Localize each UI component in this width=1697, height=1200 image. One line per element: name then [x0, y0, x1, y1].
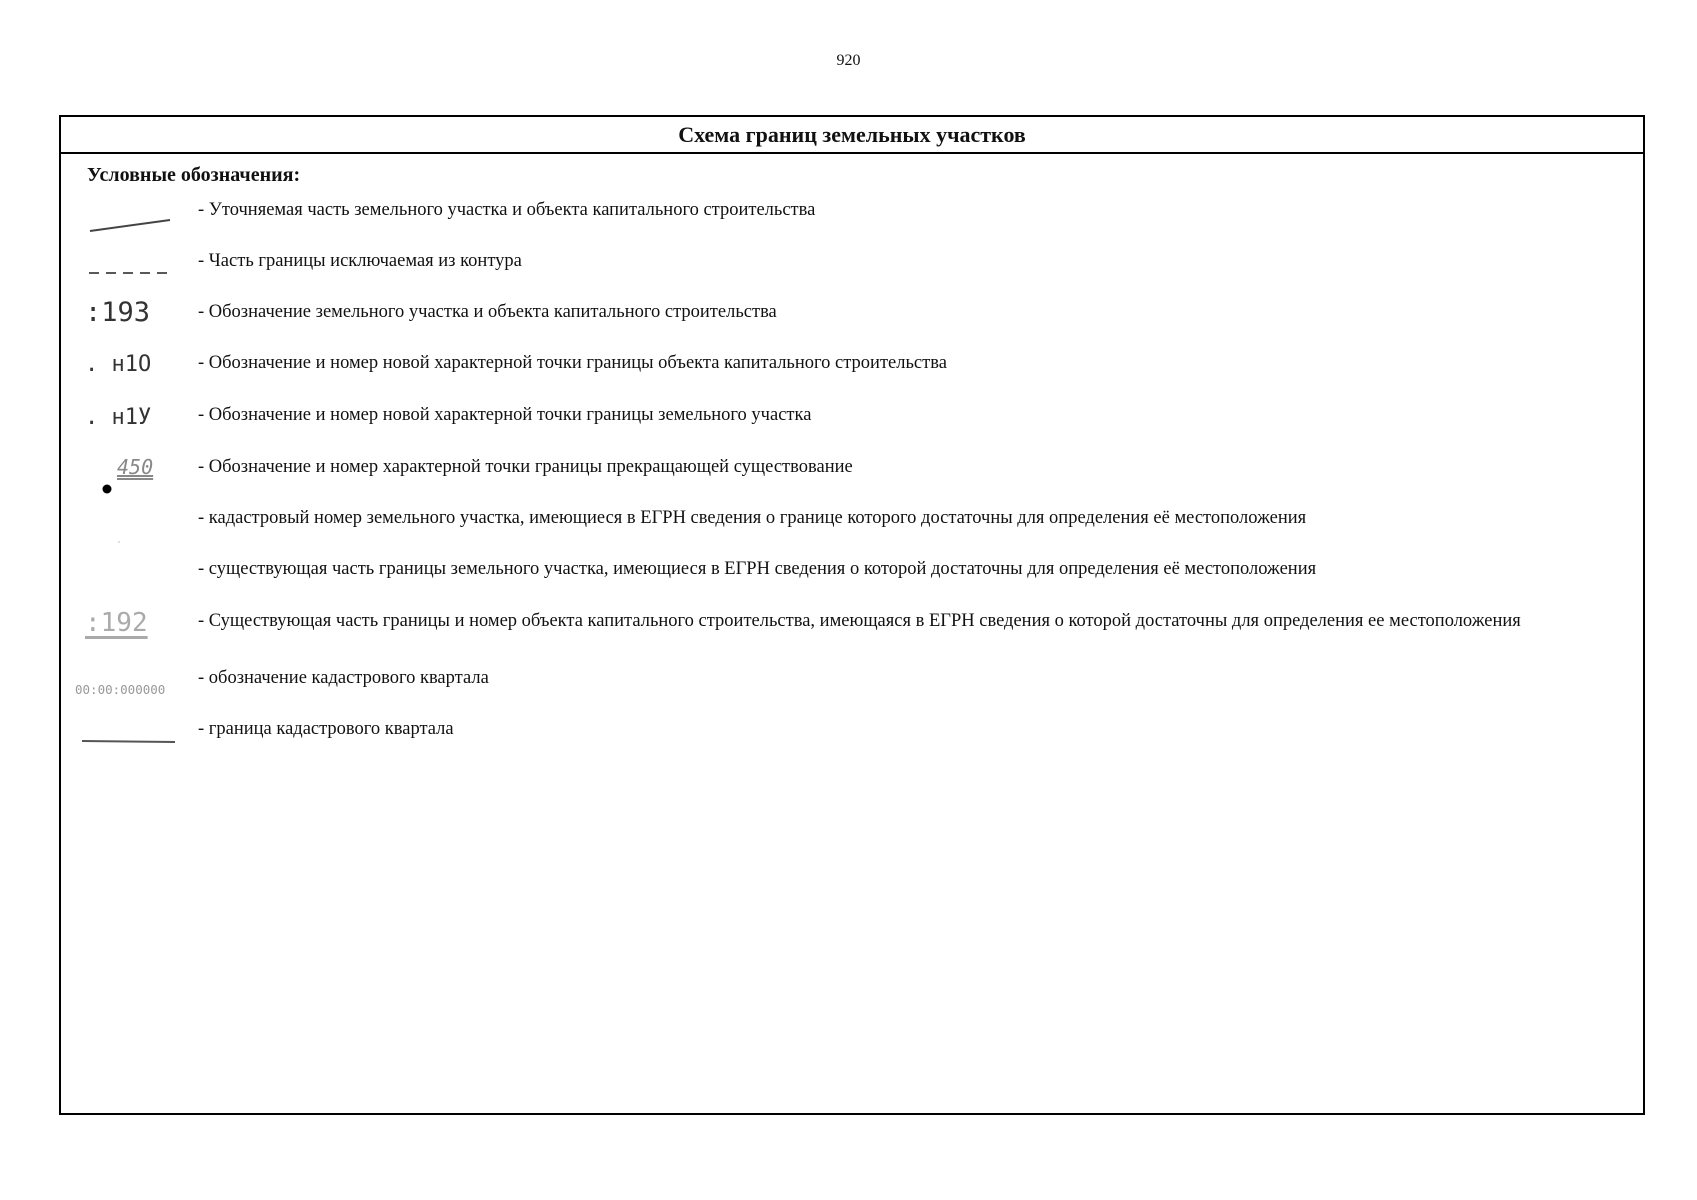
legend-text: - Часть границы исключаемая из контура [198, 251, 522, 271]
legend-text: - Обозначение и номер новой характерной точки границы объекта капитального строительства [198, 353, 947, 373]
legend-heading: Условные обозначения: [87, 164, 301, 186]
legend-text: - обозначение кадастрового квартала [198, 668, 489, 688]
scheme-title: Схема границ земельных участков [61, 117, 1643, 154]
legend-text: - Существующая часть границы и номер объекта капитального строительства, имеющаяся в ЕГРН сведения о которой достаточны для определения ее местоположения [198, 611, 1521, 631]
legend-text: - Обозначение земельного участка и объекта капитального строительства [198, 302, 777, 322]
legend-text: - Уточняемая часть земельного участка и объекта капитального строительства [198, 200, 816, 220]
new-point-oks-symbol: . н1О [85, 352, 152, 377]
legend-text: - существующая часть границы земельного участка, имеющиеся в ЕГРН сведения о которой достаточны для определения её местоположения [198, 559, 1317, 579]
legend-text: - граница кадастрового квартала [198, 719, 454, 739]
new-point-parcel-symbol: . н1У [85, 405, 152, 430]
solid-line-symbol [73, 199, 193, 239]
quarter-label-symbol: 00:00:000000 [75, 682, 166, 697]
legend-text: - Обозначение и номер новой характерной точки границы земельного участка [198, 405, 812, 425]
legend-text: - кадастровый номер земельного участка, имеющиеся в ЕГРН сведения о границе которого достаточны для определения её местоположения [198, 508, 1307, 528]
scheme-frame [59, 115, 1645, 1115]
point-dot-icon [73, 456, 193, 496]
ceasing-point-symbol: 450 [117, 455, 154, 479]
existing-boundary-symbol [73, 558, 193, 598]
parcel-label-symbol: :193 [85, 297, 151, 328]
existing-oks-symbol: :192 [85, 608, 148, 638]
cadastral-number-symbol [73, 507, 193, 547]
page-number: 920 [836, 52, 861, 69]
quarter-boundary-line-symbol [73, 718, 193, 758]
legend-text: - Обозначение и номер характерной точки границы прекращающей существование [198, 457, 853, 477]
dashed-line-symbol [73, 250, 193, 290]
